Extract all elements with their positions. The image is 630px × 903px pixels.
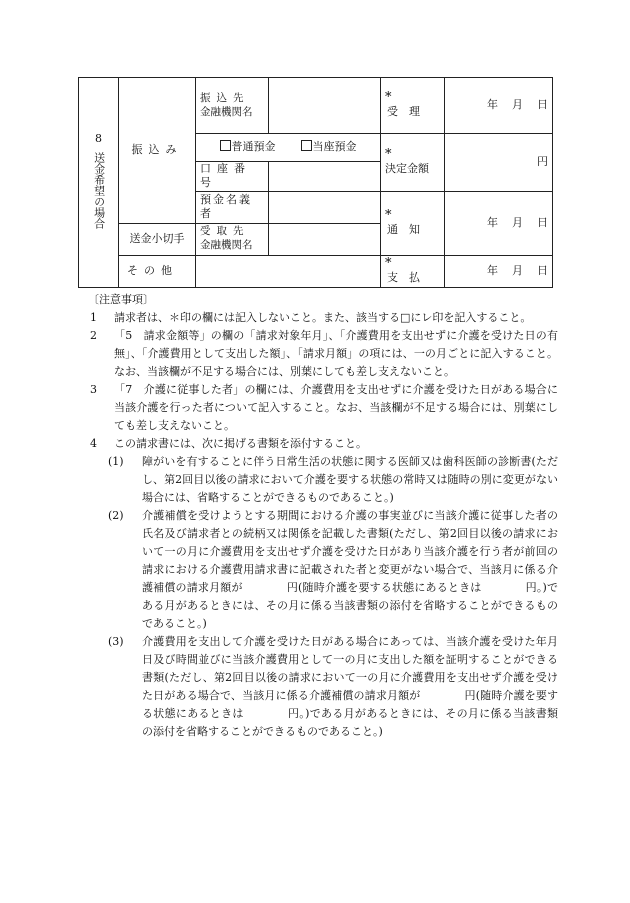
note-subitem-1 xyxy=(108,453,558,507)
futsu-label: 普通預金 xyxy=(231,140,276,154)
other-field[interactable] xyxy=(196,255,381,287)
kogitte-label: 送金小切手 xyxy=(119,223,196,255)
notes-section xyxy=(88,291,558,741)
tsuchi-asterisk: * xyxy=(385,207,392,223)
section-number: 8 xyxy=(95,131,102,145)
tsuchi-month: 月 xyxy=(512,215,523,229)
subitem-text xyxy=(142,507,558,633)
bank-name-label xyxy=(196,78,269,134)
note-item-1 xyxy=(88,309,558,327)
kettei-label-cell xyxy=(381,134,445,192)
subitem-text-part-a: 介護補償を受けようとする期間における介護の事実並びに当該介護に従事した者の氏名及び請求者との続柄又は関係を記載した書類(ただし、第2回目以後の請求において一の月に介護費用を支出せず介護を受けた日があり当該介護を行う者が前回の請求における介護費用請求書に記載された者と変更がない場合で、当該月に係る介護補償の請求月額が xyxy=(142,509,558,594)
furikomi-label: 振込み xyxy=(119,78,196,224)
shiharai-month: 月 xyxy=(512,263,523,277)
juri-label-cell xyxy=(381,78,445,134)
toza-label: 当座預金 xyxy=(312,140,357,154)
deposit-type-cell xyxy=(196,134,381,162)
note-number: 3 xyxy=(90,383,97,396)
subitem-text-part-b: 円(随時介護を要する状態にあるときは xyxy=(286,581,482,594)
note-text: 請求者は、＊印の欄には記入しないこと。また、該当する□にレ印を記入すること。 xyxy=(114,311,532,324)
notes-heading: 〔注意事項〕 xyxy=(88,293,154,306)
shiharai-date xyxy=(445,255,553,287)
note-item-2 xyxy=(88,327,558,381)
note-item-3 xyxy=(88,381,558,435)
other-label: その他 xyxy=(119,255,196,287)
note-number: 4 xyxy=(90,437,97,450)
shiharai-day: 日 xyxy=(537,263,548,277)
account-number-field[interactable] xyxy=(269,162,381,192)
bank-label-line2: 金融機関名 xyxy=(200,105,253,118)
subitem-text xyxy=(142,633,558,741)
account-holder-label: 預金名義者 xyxy=(196,191,269,223)
kettei-asterisk: * xyxy=(385,147,392,163)
shiharai-label-cell xyxy=(381,255,445,287)
kettei-label: 決定金額 xyxy=(385,162,429,176)
juri-date xyxy=(445,78,553,134)
toza-checkbox[interactable] xyxy=(301,140,312,151)
note-text: 「5 請求金額等」の欄の「請求対象年月」、「介護費用を支出せずに介護を受けた日の有無」、「介護費用として支出した額」、「請求月額」の項には、一の月ごとに記入すること。なお、当該欄が不足する場合には、別葉にしても差し支えないこと。 xyxy=(114,329,558,378)
juri-day: 日 xyxy=(537,98,548,112)
subitem-text: 障がいを有することに伴う日常生活の状態に関する医師又は歯科医師の診断書(ただし、第2回目以後の請求において介護を要する状態の常時又は随時の別に変更がない場合には、省略することができるものであること。) xyxy=(142,455,558,504)
juri-asterisk: * xyxy=(385,90,392,106)
receiver-bank-label xyxy=(196,223,269,255)
tsuchi-date xyxy=(445,191,553,255)
remittance-form-table xyxy=(78,77,553,288)
kettei-yen: 円 xyxy=(537,155,548,169)
juri-month: 月 xyxy=(512,98,523,112)
receiver-bank-line1: 受取先 xyxy=(200,225,250,238)
note-item-4 xyxy=(88,435,558,453)
account-holder-field[interactable] xyxy=(269,191,381,223)
account-number-label: 口座番号 xyxy=(196,162,269,192)
bank-name-field[interactable] xyxy=(269,78,381,134)
kettei-amount xyxy=(445,134,553,192)
shiharai-asterisk: * xyxy=(385,255,392,271)
bank-label-line1: 振込先 xyxy=(200,91,250,104)
note-text: この請求書には、次に掲げる書類を添付すること。 xyxy=(114,437,367,450)
subitem-number: (3) xyxy=(108,635,124,648)
subitem-number: (1) xyxy=(108,455,124,468)
subitem-number: (2) xyxy=(108,509,124,522)
note-number: 2 xyxy=(90,329,97,342)
section-8-cell xyxy=(79,78,119,288)
subitem-text-part-a: 介護費用を支出して介護を受けた日がある場合にあっては、当該介護を受けた年月日及び時間並びに当該介護費用として一の月に支出した額を証明することができる書類(ただし、第2回目以後の請求において一の月に介護費用を支出せず介護を受けた日がある場合で、当該月に係る介護補償の請求月額が xyxy=(142,635,558,702)
juri-year: 年 xyxy=(487,98,498,112)
subitem-text-part-c: 円。)である月があるときには、その月に係る当該書類の添付を省略することができるものであること。) xyxy=(142,707,558,738)
tsuchi-label-cell xyxy=(381,191,445,255)
tsuchi-day: 日 xyxy=(537,215,548,229)
tsuchi-year: 年 xyxy=(487,215,498,229)
note-subitem-3 xyxy=(108,633,558,741)
juri-label: 受 理 xyxy=(387,105,420,119)
subitem-text-part-c: 円。)である月があるときには、その月に係る当該書類の添付を省略することができるものであること。) xyxy=(142,581,559,630)
receiver-bank-field[interactable] xyxy=(269,223,381,255)
section-title: 送金希望の場合 xyxy=(92,151,106,229)
note-subitem-2 xyxy=(108,507,558,633)
tsuchi-label: 通 知 xyxy=(387,222,420,236)
note-text: 「7 介護に従事した者」の欄には、介護費用を支出せずに介護を受けた日がある場合に当該介護を行った者について記入すること。なお、当該欄が不足する場合には、別葉にしても差し支えないこと。 xyxy=(114,383,558,432)
note-number: 1 xyxy=(90,311,97,324)
shiharai-year: 年 xyxy=(487,263,498,277)
subitem-text-part-b: 円(随時介護を要する状態にあるときは xyxy=(142,689,559,720)
futsu-checkbox[interactable] xyxy=(220,140,231,151)
receiver-bank-line2: 金融機関名 xyxy=(200,239,253,252)
shiharai-label: 支 払 xyxy=(387,270,420,284)
